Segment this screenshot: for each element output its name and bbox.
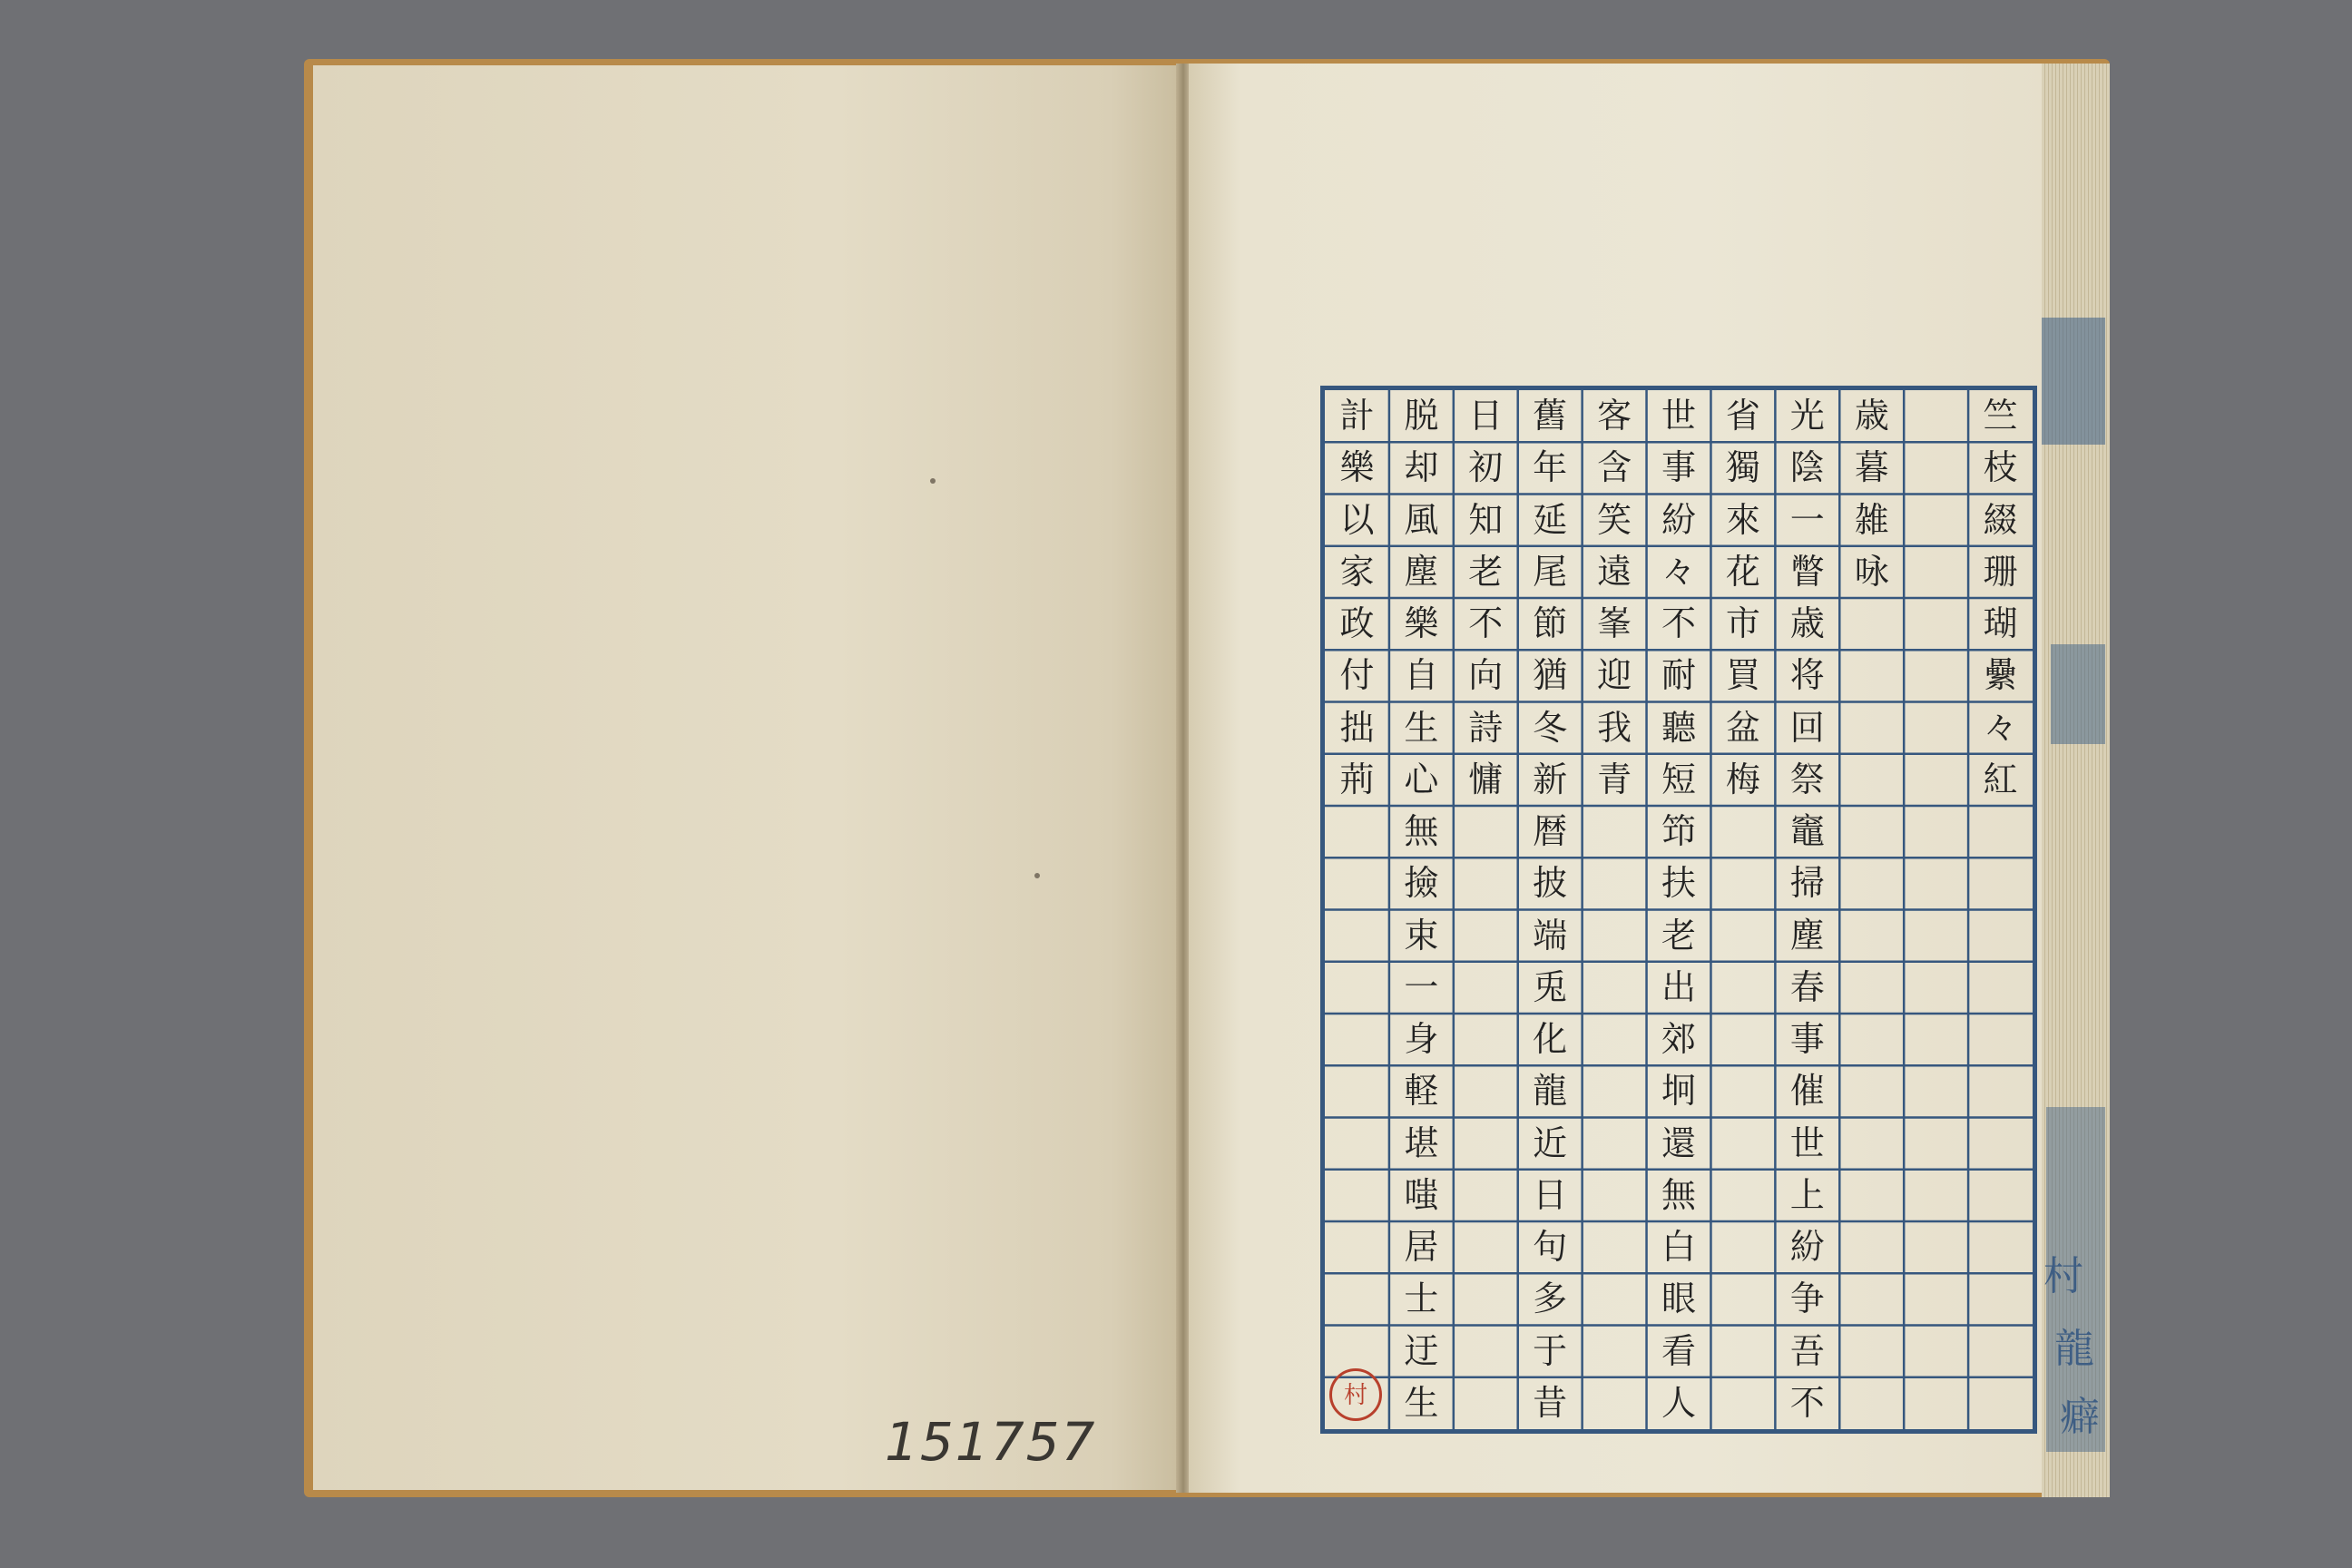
character: 兎 (1533, 966, 1568, 1007)
character: 不 (1661, 603, 1696, 643)
printed-text-grid (1320, 386, 2037, 1434)
character: 脱 (1404, 396, 1439, 436)
character: 事 (1789, 1019, 1825, 1059)
text-column (1398, 390, 1444, 1429)
text-column (1720, 390, 1766, 806)
character: 政 (1339, 603, 1375, 643)
character: 樂 (1339, 447, 1375, 488)
character: 綴 (1983, 499, 2018, 540)
character: 眼 (1661, 1279, 1696, 1319)
character: 計 (1339, 396, 1375, 436)
text-column (1527, 390, 1573, 1429)
character: 竈 (1789, 811, 1825, 851)
character: 荊 (1339, 759, 1375, 799)
character: 于 (1533, 1330, 1568, 1371)
paper-spot (1034, 873, 1040, 878)
character: 我 (1597, 707, 1632, 748)
character: 拙 (1339, 707, 1375, 748)
character: 将 (1789, 655, 1825, 696)
text-column (1785, 390, 1830, 1429)
character: 身 (1404, 1019, 1439, 1059)
character: 舊 (1533, 396, 1568, 436)
character: 昔 (1533, 1382, 1568, 1423)
paper-spot (930, 478, 936, 484)
character: 紅 (1983, 759, 2018, 799)
text-column (1334, 390, 1379, 806)
character: 慵 (1468, 759, 1504, 799)
character: 句 (1533, 1227, 1568, 1267)
character: 看 (1661, 1330, 1696, 1371)
character: 紛 (1789, 1227, 1825, 1267)
character: 盆 (1725, 707, 1760, 748)
character: 催 (1789, 1071, 1825, 1112)
character: 樂 (1404, 603, 1439, 643)
character: 上 (1789, 1174, 1825, 1215)
character: 市 (1725, 603, 1760, 643)
character: 初 (1468, 447, 1504, 488)
text-column (1463, 390, 1508, 806)
character: 詩 (1468, 707, 1504, 748)
character: 世 (1789, 1122, 1825, 1163)
character: 不 (1468, 603, 1504, 643)
character: 迂 (1404, 1330, 1439, 1371)
character: 咏 (1854, 551, 1889, 592)
character: 家 (1339, 551, 1375, 592)
red-seal: 村 (1329, 1368, 1382, 1421)
character: 歳 (1854, 396, 1889, 436)
character: 吾 (1789, 1330, 1825, 1371)
character: 纍 (1983, 655, 2018, 696)
character: 客 (1597, 396, 1632, 436)
character: 青 (1597, 759, 1632, 799)
character: 扶 (1661, 863, 1696, 904)
character: 耐 (1661, 655, 1696, 696)
character: 不 (1789, 1382, 1825, 1423)
character: 束 (1404, 915, 1439, 956)
character: 事 (1661, 447, 1696, 488)
character: 紛 (1661, 499, 1696, 540)
character: 歳 (1789, 603, 1825, 643)
character: 暮 (1854, 447, 1889, 488)
character: 向 (1468, 655, 1504, 696)
character: 光 (1789, 396, 1825, 436)
character: 坰 (1661, 1071, 1696, 1112)
character: 聽 (1661, 707, 1696, 748)
character: 老 (1468, 551, 1504, 592)
character: 士 (1404, 1279, 1439, 1319)
character: 撿 (1404, 863, 1439, 904)
character: 獨 (1725, 447, 1760, 488)
character: 生 (1404, 707, 1439, 748)
character: 争 (1789, 1279, 1825, 1319)
character: 節 (1533, 603, 1568, 643)
left-page (313, 65, 1180, 1490)
character: 年 (1533, 447, 1568, 488)
text-column (1656, 390, 1701, 1429)
character: 塵 (1789, 915, 1825, 956)
page-edge-stack (2042, 64, 2110, 1497)
character: 瑚 (1983, 603, 2018, 643)
character: 枝 (1983, 447, 2018, 488)
text-column (1849, 390, 1895, 598)
character: 日 (1533, 1174, 1568, 1215)
character: 人 (1661, 1382, 1696, 1423)
character: 掃 (1789, 863, 1825, 904)
character: 日 (1468, 396, 1504, 436)
character: 化 (1533, 1019, 1568, 1059)
character: 遠 (1597, 551, 1632, 592)
character: 竺 (1983, 396, 2018, 436)
character: 瞥 (1789, 551, 1825, 592)
character: 新 (1533, 759, 1568, 799)
character: 龍 (1533, 1071, 1568, 1112)
character: 還 (1661, 1122, 1696, 1163)
text-column (1978, 390, 2024, 806)
character: 生 (1404, 1382, 1439, 1423)
character: 塵 (1404, 551, 1439, 592)
character: 軽 (1404, 1071, 1439, 1112)
character: 以 (1339, 499, 1375, 540)
character: 居 (1404, 1227, 1439, 1267)
character: 暦 (1533, 811, 1568, 851)
character: 猶 (1533, 655, 1568, 696)
character: 延 (1533, 499, 1568, 540)
character: 堪 (1404, 1122, 1439, 1163)
character: 一 (1404, 966, 1439, 1007)
text-column (1592, 390, 1637, 806)
character: 陰 (1789, 447, 1825, 488)
character: 短 (1661, 759, 1696, 799)
character: 笻 (1661, 811, 1696, 851)
character: 世 (1661, 396, 1696, 436)
character: 春 (1789, 966, 1825, 1007)
character: 笑 (1597, 499, 1632, 540)
character: 省 (1725, 396, 1760, 436)
character: 披 (1533, 863, 1568, 904)
character: 來 (1725, 499, 1760, 540)
edge-ink (2051, 644, 2105, 744)
character: 老 (1661, 915, 1696, 956)
character: 花 (1725, 551, 1760, 592)
character: 珊 (1983, 551, 2018, 592)
character: 心 (1404, 759, 1439, 799)
character: 迎 (1597, 655, 1632, 696)
character: 一 (1789, 499, 1825, 540)
handwritten-number: 151757 (885, 1411, 1097, 1473)
edge-ink (2042, 318, 2105, 445)
edge-character: 龍 (2054, 1326, 2094, 1372)
edge-character: 村 (2043, 1253, 2083, 1299)
character: 梅 (1725, 759, 1760, 799)
character: 買 (1725, 655, 1760, 696)
character: 無 (1661, 1174, 1696, 1215)
character: 峯 (1597, 603, 1632, 643)
character: 近 (1533, 1122, 1568, 1163)
character: 自 (1404, 655, 1439, 696)
character: 出 (1661, 966, 1696, 1007)
character: 無 (1404, 811, 1439, 851)
character: 々 (1661, 551, 1696, 592)
character: 冬 (1533, 707, 1568, 748)
character: 々 (1983, 707, 2018, 748)
character: 却 (1404, 447, 1439, 488)
character: 含 (1597, 447, 1632, 488)
character: 付 (1339, 655, 1375, 696)
character: 郊 (1661, 1019, 1696, 1059)
character: 雑 (1854, 499, 1889, 540)
character: 白 (1661, 1227, 1696, 1267)
edge-character: 癖 (2060, 1394, 2100, 1440)
character: 回 (1789, 707, 1825, 748)
character: 多 (1533, 1279, 1568, 1319)
character: 知 (1468, 499, 1504, 540)
character: 風 (1404, 499, 1439, 540)
character: 嗤 (1404, 1174, 1439, 1215)
character: 祭 (1789, 759, 1825, 799)
character: 端 (1533, 915, 1568, 956)
character: 尾 (1533, 551, 1568, 592)
